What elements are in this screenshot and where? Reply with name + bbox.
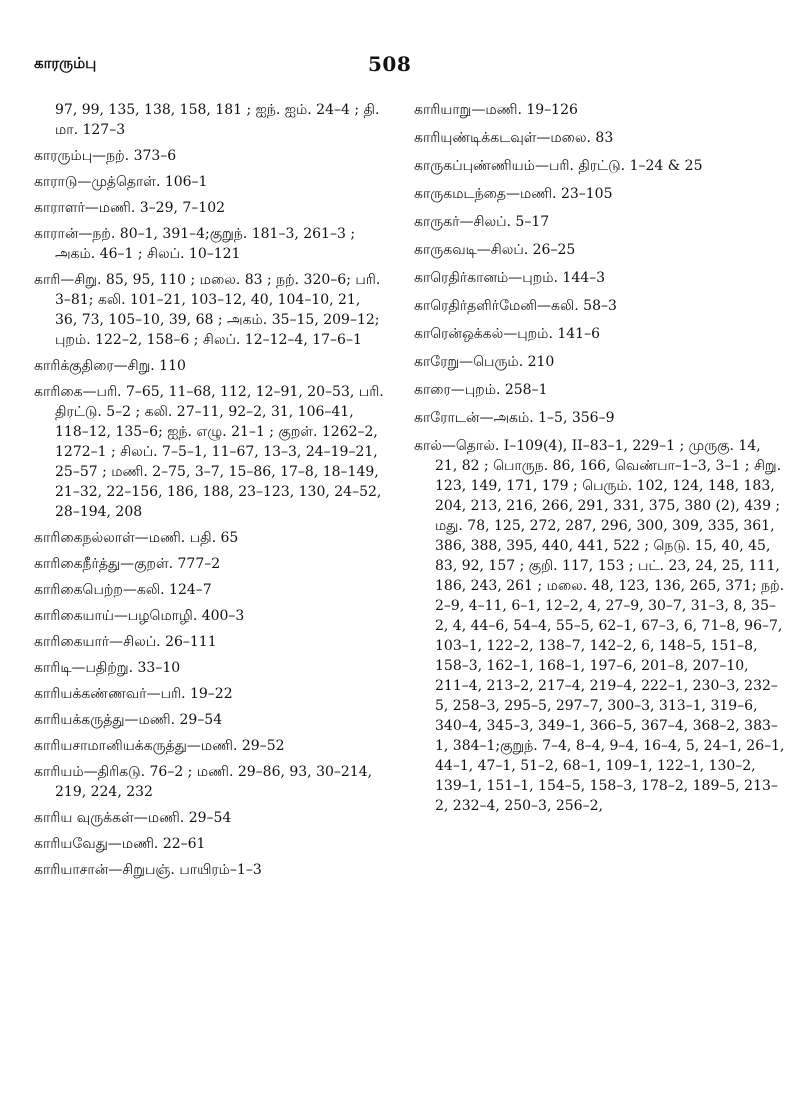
index-entry: காரிகை—பரி. 7–65, 11–68, 112, 12–91, 20–53, பரி. திரட்டு. 5–2 ; கலி. 27–11, 92–2, 31, 106–41, 118–12, 135–6; ஐந். எழு. 21–1 ; குறள். 1262–2, 1272–1 ; சிலப். 7–5–1, 11–67, 13–3, 24–19–21, 25–57 ; மணி. 2–75, 3–7, 15–86, 17–8, 18–149, 21–32, 22–156, 186, 188, 23–123, 130, 24–52, 28–194, 208 xyxy=(34,384,384,520)
index-entry: காரெதிர்தளிர்மேனி—கலி. 58–3 xyxy=(414,298,617,314)
index-entry: காரிய வுருக்கள்—மணி. 29–54 xyxy=(34,810,232,826)
index-entry: காராளர்—மணி. 3–29, 7–102 xyxy=(34,200,226,216)
index-entry: காரியசாமானியக்கருத்து—மணி. 29–52 xyxy=(34,738,285,754)
index-entry: கால்—தொல். I–109(4), II–83–1, 229–1 ; முருகு. 14, 21, 82 ; பொருந. 86, 166, வெண்பா–1–3, 3–1 ; சிறு. 123, 149, 171, 179 ; பெரும். 102, 124, 148, 183, 204, 213, 216, 266, 291, 331, 375, 380 (2), 439 ; மது. 78, 125, 272, 287, 296, 300, 309, 335, 361, 386, 388, 395, 440, 441, 522 ; நெடு. 15, 40, 45, 83, 92, 157 ; குறி. 117, 153 ; பட். 23, 24, 25, 111, 186, 243, 261 ; மலை. 48, 123, 136, 265, 371; நற். 2–9, 4–11, 6–1, 12–2, 4, 27–9, 30–7, 31–3, 8, 35–2, 4, 44–6, 54–4, 55–5, 62–1, 67–3, 6, 71–8, 96–7, 103–1, 122–2, 138–7, 142–2, 6, 148–5, 151–8, 158–3, 162–1, 168–1, 197–6, 201–8, 207–10, 211–4, 213–2, 217–4, 219–4, 222–1, 230–3, 232–5, 258–3, 295–5, 297–7, 300–3, 313–1, 319–6, 340–4, 345–3, 349–1, 366–5, 367–4, 368–2, 383–1, 384–1;குறுந். 7–4, 8–4, 9–4, 16–4, 5, 24–1, 26–1, 44–1, 47–1, 51–2, 68–1, 109–1, 122–1, 130–2, 139–1, 151–1, 154–5, 158–3, 178–2, 189–5, 213–2, 232–4, 250–3, 256–2, xyxy=(414,438,785,814)
index-entry: காரெதிர்கானம்—புறம். 144–3 xyxy=(414,270,606,286)
index-entry: காரரும்பு—நற். 373–6 xyxy=(34,148,177,164)
index-entry: காரிகைபெற்ற—கலி. 124–7 xyxy=(34,582,212,598)
index-entry: 97, 99, 135, 138, 158, 181 ; ஐந். ஐம். 24–4 ; தி. மா. 127–3 xyxy=(55,102,380,138)
index-entry: காரியவேது—மணி. 22–61 xyxy=(34,836,206,852)
running-head: காரரும்பு xyxy=(34,54,97,72)
index-entry: காரிடி—பதிற்று. 33–10 xyxy=(34,660,181,676)
right-column xyxy=(414,100,786,816)
index-entry: காரிகையார்—சிலப். 26–111 xyxy=(34,634,217,650)
index-entry: காரியக்கண்ணவர்—பரி. 19–22 xyxy=(34,686,233,702)
index-entry: காரான்—நற். 80–1, 391–4;குறுந். 181–3, 261–3 ; அகம். 46–1 ; சிலப். 10–121 xyxy=(34,226,356,262)
index-entry: காரிக்குதிரை—சிறு. 110 xyxy=(34,358,186,374)
index-entry: காருகவடி—சிலப். 26–25 xyxy=(414,242,576,258)
page-header xyxy=(0,52,800,82)
index-entry: காரிகைநல்லாள்—மணி. பதி. 65 xyxy=(34,530,239,546)
index-entry: காரை—புறம். 258–1 xyxy=(414,382,548,398)
index-entry: காரி—சிறு. 85, 95, 110 ; மலை. 83 ; நற். 320–6; பரி. 3–81; கலி. 101–21, 103–12, 40, 104–10, 21, 36, 73, 105–10, 39, 68 ; அகம். 35–15, 209–12; புறம். 122–2, 158–6 ; சிலப். 12–12–4, 17–6–1 xyxy=(34,272,381,348)
index-entry: காரோடன்—அகம். 1–5, 356–9 xyxy=(414,410,615,426)
page-number: 508 xyxy=(368,52,412,76)
index-entry: காரியம்—திரிகடு. 76–2 ; மணி. 29–86, 93, 30–214, 219, 224, 232 xyxy=(34,764,373,800)
index-entry: காரியாசான்—சிறுபஞ். பாயிரம்–1–3 xyxy=(34,862,262,878)
index-entry: காரியக்கருத்து—மணி. 29–54 xyxy=(34,712,223,728)
left-column xyxy=(34,100,386,886)
index-entry: காரியுண்டிக்கடவுள்—மலை. 83 xyxy=(414,130,614,146)
index-entry: காராடு—முத்தொள். 106–1 xyxy=(34,174,208,190)
index-entry: காருகப்புண்ணியம்—பரி. திரட்டு. 1–24 & 25 xyxy=(414,158,703,174)
index-entry: காருகர்—சிலப். 5–17 xyxy=(414,214,550,230)
index-entry: காரென்ஒக்கல்—புறம். 141–6 xyxy=(414,326,600,342)
index-entry: காரிகையாய்—பழமொழி. 400–3 xyxy=(34,608,245,624)
index-entry: காரிகைநீர்த்து—குறள். 777–2 xyxy=(34,556,221,572)
index-entry: காரேறு—பெரும். 210 xyxy=(414,354,555,370)
index-entry: காரியாறு—மணி. 19–126 xyxy=(414,102,578,118)
index-entry: காருகமடந்தை—மணி. 23–105 xyxy=(414,186,613,202)
